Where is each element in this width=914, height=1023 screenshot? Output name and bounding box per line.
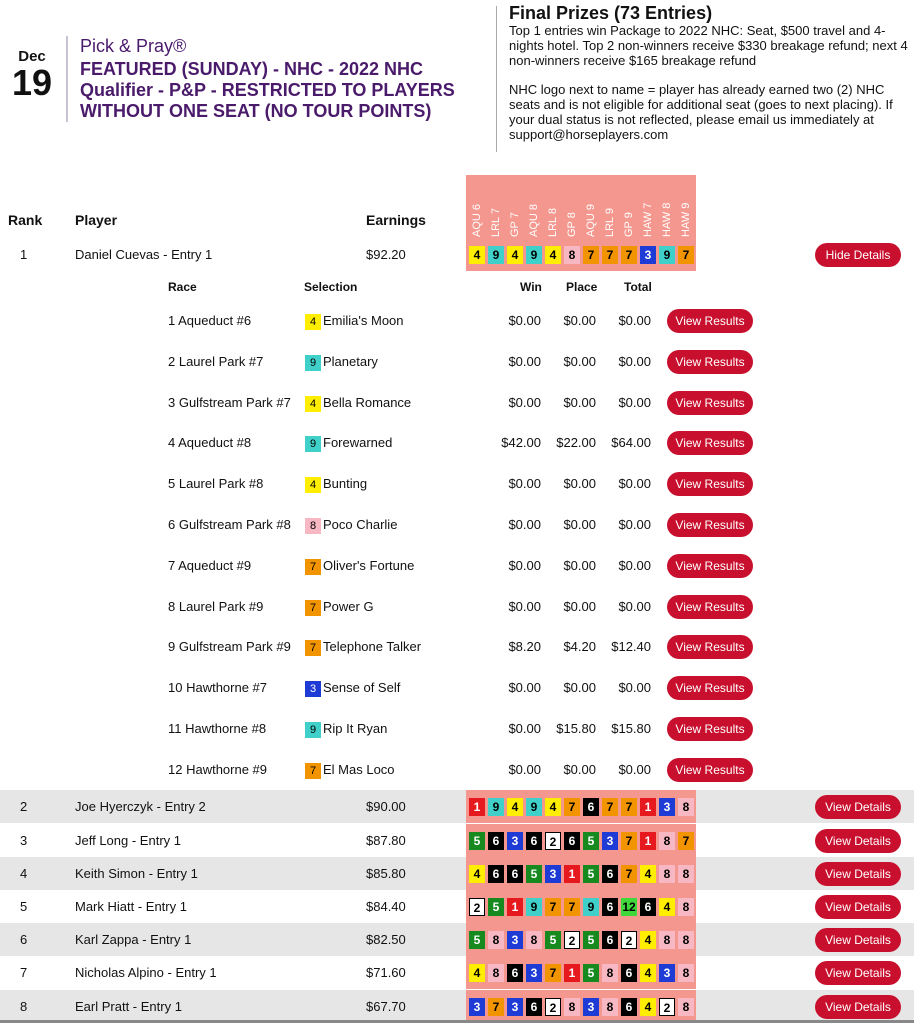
pick-chip: 4: [640, 964, 656, 982]
pick-chip: 4: [545, 798, 561, 816]
pick-chip: 7: [621, 798, 637, 816]
detail-row: [0, 505, 914, 545]
detail-race-header: Race: [168, 280, 197, 294]
pick-chip: 12: [622, 899, 636, 914]
pick-chip: 4: [305, 477, 321, 493]
detail-horse: Sense of Self: [323, 680, 401, 696]
event-day: 19: [11, 62, 53, 103]
pick-chip: 8: [659, 832, 675, 850]
earnings-cell: $84.40: [366, 899, 406, 914]
race-header-label: GP 8: [566, 212, 578, 237]
race-header-label: GP 9: [623, 212, 635, 237]
race-header-bar: [466, 175, 696, 241]
pick-chip: 6: [488, 832, 504, 850]
pick-chip: 7: [305, 763, 321, 779]
detail-place-header: Place: [566, 280, 598, 294]
race-header-label: AQU 6: [471, 203, 483, 237]
detail-win: $0.00: [508, 761, 541, 777]
pick-chip: 3: [507, 832, 523, 850]
pick-chip: 1: [640, 832, 656, 850]
detail-total: $0.00: [618, 517, 651, 532]
pick-chip: 2: [564, 931, 580, 949]
pick-chip: 5: [583, 832, 599, 850]
detail-total: $0.00: [618, 394, 651, 410]
picks-bar: [466, 956, 696, 989]
prizes-text: Top 1 entries win Package to 2022 NHC: Seat, $500 travel and 4-nights hotel. Top 2 non-winners receive $330 breakage refund; next 4 non-winners receive $165 breakage refund: [509, 23, 908, 68]
pick-chip: 5: [488, 898, 504, 916]
detail-race: 2 Laurel Park #7: [168, 353, 264, 369]
pick-chip: 2: [469, 898, 485, 916]
pick-chip: 6: [640, 898, 656, 916]
pick-chip: 4: [469, 964, 485, 982]
player-name: Keith Simon - Entry 1: [75, 866, 198, 881]
view-results-button[interactable]: View Results: [667, 431, 753, 455]
rank-cell: 5: [20, 899, 28, 914]
pick-chip: 8: [678, 998, 694, 1016]
pick-chip: 7: [678, 832, 694, 850]
pick-chip: 5: [583, 964, 599, 982]
rank-cell: 1: [20, 247, 28, 262]
pick-chip: 1: [564, 865, 580, 883]
view-details-button[interactable]: View Details: [815, 862, 901, 886]
detail-place: $15.80: [556, 721, 596, 736]
view-results-button[interactable]: View Results: [667, 472, 753, 496]
detail-horse: El Mas Loco: [323, 761, 395, 777]
view-details-button[interactable]: View Details: [815, 829, 901, 853]
detail-total: $0.00: [618, 476, 651, 492]
pick-chip: 5: [469, 931, 485, 949]
pick-chip: 6: [564, 832, 580, 850]
event-name: FEATURED (SUNDAY) - NHC - 2022 NHC Qualifier - P&P - RESTRICTED TO PLAYERS WITHOUT ONE SEAT (NO TOUR POINTS): [80, 59, 455, 121]
detail-win: $0.00: [508, 353, 541, 369]
earnings-cell: $90.00: [366, 799, 406, 814]
detail-race: 6 Gulfstream Park #8: [168, 517, 291, 532]
pick-chip: 4: [507, 246, 523, 264]
prizes-note: NHC logo next to name = player has already earned two (2) NHC seats and is not eligible for additional seat (goes to next placing). If your dual status is not reflected, please email us immediately at support@horseplayers.com: [509, 82, 893, 142]
detail-place: $0.00: [563, 557, 596, 573]
pick-chip: 6: [602, 898, 618, 916]
detail-race: 9 Gulfstream Park #9: [168, 639, 291, 655]
detail-race: 12 Hawthorne #9: [168, 761, 268, 777]
picks-bar: [466, 923, 696, 956]
view-results-button[interactable]: View Results: [667, 554, 753, 578]
detail-row: [0, 342, 914, 382]
pick-chip: 7: [564, 798, 580, 816]
detail-race: 10 Hawthorne #7: [168, 680, 268, 696]
pick-chip: 1: [469, 798, 485, 816]
pick-chip: 9: [526, 246, 542, 264]
player-name: Joe Hyerczyk - Entry 2: [75, 799, 206, 814]
detail-row: [0, 587, 914, 627]
picks-bar: [466, 857, 696, 890]
detail-win: $0.00: [508, 517, 541, 532]
picks-bar: [466, 238, 696, 271]
detail-place: $4.20: [563, 639, 596, 655]
detail-total: $0.00: [618, 680, 651, 696]
view-details-button[interactable]: View Details: [815, 895, 901, 919]
race-header-label: AQU 8: [528, 203, 540, 237]
pick-chip: 4: [640, 931, 656, 949]
pick-chip: 1: [564, 964, 580, 982]
pick-chip: 8: [564, 998, 580, 1016]
player-header: Player: [75, 212, 118, 228]
pick-chip: 8: [488, 964, 504, 982]
detail-total: $0.00: [618, 761, 651, 777]
pick-chip: 4: [659, 898, 675, 916]
rank-cell: 2: [20, 799, 28, 814]
player-row: [0, 890, 914, 923]
pick-chip: 4: [640, 998, 656, 1016]
detail-horse: Forewarned: [323, 435, 393, 451]
pick-chip: 7: [305, 559, 321, 575]
pick-chip: 9: [526, 798, 542, 816]
pick-chip: 1: [640, 798, 656, 816]
pick-chip: 9: [526, 898, 542, 916]
pick-chip: 6: [621, 998, 637, 1016]
pick-chip: 5: [526, 865, 542, 883]
pick-chip: 9: [305, 436, 321, 452]
earnings-cell: $87.80: [366, 833, 406, 848]
detail-row: [0, 546, 914, 586]
rank-header: Rank: [8, 212, 43, 228]
view-results-button[interactable]: View Results: [667, 513, 753, 537]
pick-chip: 7: [621, 246, 637, 264]
detail-win: $8.20: [508, 639, 541, 655]
detail-horse: Power G: [323, 598, 374, 614]
pick-chip: 3: [545, 865, 561, 883]
pick-chip: 7: [488, 998, 504, 1016]
race-header-label: HAW 7: [642, 202, 654, 237]
detail-row: [0, 464, 914, 504]
picks-bar: [466, 824, 696, 857]
pick-chip: 7: [545, 964, 561, 982]
detail-race: 3 Gulfstream Park #7: [168, 394, 291, 410]
player-row: [0, 857, 914, 890]
view-details-button[interactable]: View Details: [815, 795, 901, 819]
pick-chip: 3: [469, 998, 485, 1016]
race-header-label: GP 7: [509, 212, 521, 237]
view-results-button[interactable]: View Results: [667, 635, 753, 659]
detail-place: $0.00: [563, 394, 596, 410]
player-row: [0, 990, 914, 1023]
player-name: Earl Pratt - Entry 1: [75, 999, 182, 1014]
detail-total: $0.00: [618, 313, 651, 328]
pick-chip: 7: [602, 246, 618, 264]
pick-chip: 2: [545, 832, 561, 850]
player-name: Karl Zappa - Entry 1: [75, 932, 192, 947]
detail-total: $0.00: [618, 353, 651, 369]
event-date: [8, 48, 56, 101]
pick-chip: 4: [507, 798, 523, 816]
player-name: Daniel Cuevas - Entry 1: [75, 247, 213, 262]
earnings-cell: $67.70: [366, 999, 406, 1014]
pick-chip: 4: [305, 314, 321, 330]
pick-chip: 4: [640, 865, 656, 883]
detail-win: $0.00: [508, 680, 541, 696]
detail-row: [0, 668, 914, 708]
detail-row: [0, 627, 914, 667]
detail-place: $0.00: [563, 517, 596, 532]
pick-chip: 9: [488, 246, 504, 264]
pick-chip: 7: [621, 832, 637, 850]
pick-chip: 3: [602, 832, 618, 850]
pick-chip: 3: [583, 998, 599, 1016]
detail-row: [0, 423, 914, 463]
pick-chip: 4: [469, 246, 485, 264]
detail-win: $0.00: [508, 313, 541, 328]
pick-chip: 9: [305, 722, 321, 738]
pick-chip: 8: [564, 246, 580, 264]
pick-chip: 8: [678, 798, 694, 816]
view-results-button[interactable]: View Results: [667, 350, 753, 374]
detail-win: $0.00: [508, 721, 541, 736]
detail-race: 7 Aqueduct #9: [168, 557, 252, 573]
detail-horse: Oliver's Fortune: [323, 557, 415, 573]
picks-bar: [466, 990, 696, 1023]
detail-race: 1 Aqueduct #6: [168, 313, 252, 328]
earnings-cell: $85.80: [366, 866, 406, 881]
detail-row: [0, 301, 914, 341]
race-header-label: HAW 9: [680, 202, 692, 237]
pick-chip: 8: [305, 518, 321, 534]
pick-chip: 7: [564, 898, 580, 916]
pick-chip: 3: [526, 964, 542, 982]
race-header-label: LRL 8: [547, 208, 559, 237]
detail-horse: Poco Charlie: [323, 517, 398, 532]
pick-chip: 5: [469, 832, 485, 850]
pick-chip: 6: [621, 964, 637, 982]
race-header-label: LRL 9: [604, 208, 616, 237]
pick-chip: 3: [659, 798, 675, 816]
pick-chip: 7: [678, 246, 694, 264]
detail-place: $0.00: [563, 313, 596, 328]
detail-horse: Bella Romance: [323, 394, 412, 410]
pick-chip: 8: [526, 931, 542, 949]
pick-chip: 7: [583, 246, 599, 264]
pick-chip: 8: [678, 865, 694, 883]
pick-chip: 6: [526, 998, 542, 1016]
view-details-button[interactable]: View Details: [815, 928, 901, 952]
pick-chip: 8: [678, 964, 694, 982]
player-name: Mark Hiatt - Entry 1: [75, 899, 187, 914]
player-row: [0, 824, 914, 857]
detail-win: $0.00: [508, 598, 541, 614]
view-details-button[interactable]: View Details: [815, 995, 901, 1019]
view-results-button[interactable]: View Results: [667, 391, 753, 415]
detail-selection-header: Selection: [304, 280, 358, 294]
detail-total: $0.00: [618, 598, 651, 614]
event-title: [66, 36, 486, 122]
pick-chip: 6: [507, 865, 523, 883]
pick-chip: 3: [305, 681, 321, 697]
detail-total: $12.40: [611, 639, 651, 655]
detail-horse: Bunting: [323, 476, 368, 492]
pick-chip: 9: [659, 246, 675, 264]
detail-race: 5 Laurel Park #8: [168, 476, 264, 492]
detail-place: $0.00: [563, 476, 596, 492]
earnings-cell: $92.20: [366, 247, 406, 262]
detail-horse: Rip It Ryan: [323, 721, 388, 736]
view-details-button[interactable]: View Details: [815, 961, 901, 985]
pick-chip: 7: [602, 798, 618, 816]
pick-chip: 7: [305, 640, 321, 656]
pick-chip: 3: [507, 931, 523, 949]
pick-chip: 2: [659, 998, 675, 1016]
hide-details-button[interactable]: Hide Details: [815, 243, 901, 267]
detail-row: [0, 383, 914, 423]
pick-chip: 4: [545, 246, 561, 264]
pick-chip: 6: [526, 832, 542, 850]
detail-total-header: Total: [624, 280, 652, 294]
player-row: [0, 790, 914, 823]
race-header-label: AQU 9: [585, 203, 597, 237]
event-month: Dec: [18, 48, 46, 65]
rank-cell: 4: [20, 866, 28, 881]
picks-bar: [466, 790, 696, 823]
view-results-button[interactable]: View Results: [667, 717, 753, 741]
detail-win: $0.00: [508, 394, 541, 410]
detail-race: 11 Hawthorne #8: [168, 721, 267, 736]
pick-chip: 8: [488, 931, 504, 949]
detail-win-header: Win: [520, 280, 542, 294]
detail-place: $0.00: [563, 680, 596, 696]
detail-place: $0.00: [563, 353, 596, 369]
detail-place: $0.00: [563, 598, 596, 614]
pick-chip: 6: [583, 798, 599, 816]
pick-chip: 7: [621, 865, 637, 883]
earnings-cell: $82.50: [366, 932, 406, 947]
pick-chip: 6: [602, 931, 618, 949]
prizes-panel: [496, 3, 914, 152]
pick-chip: 1: [507, 898, 523, 916]
rank-cell: 3: [20, 833, 28, 848]
race-header-label: HAW 8: [661, 202, 673, 237]
rank-cell: 6: [20, 932, 28, 947]
pick-chip: 7: [305, 600, 321, 616]
pick-chip: 5: [583, 931, 599, 949]
player-row: [0, 956, 914, 989]
detail-place: $22.00: [556, 435, 596, 451]
pick-chip: 3: [640, 246, 656, 264]
pick-chip: 8: [659, 931, 675, 949]
detail-horse: Telephone Talker: [323, 639, 422, 655]
pick-chip: 2: [545, 998, 561, 1016]
detail-race: 4 Aqueduct #8: [168, 435, 252, 451]
pick-chip: 8: [602, 964, 618, 982]
detail-win: $0.00: [508, 476, 541, 492]
detail-place: $0.00: [563, 761, 596, 777]
earnings-header: Earnings: [366, 212, 426, 228]
pick-chip: 6: [488, 865, 504, 883]
pick-chip: 2: [621, 931, 637, 949]
pick-chip: 3: [507, 998, 523, 1016]
detail-race: 8 Laurel Park #9: [168, 598, 264, 614]
detail-total: $15.80: [611, 721, 651, 736]
pick-chip: 4: [469, 865, 485, 883]
detail-horse: Emilia's Moon: [323, 313, 404, 328]
pick-chip: 9: [583, 898, 599, 916]
player-row: [0, 923, 914, 956]
pick-chip: 4: [305, 396, 321, 412]
detail-win: $0.00: [508, 557, 541, 573]
pick-chip: 7: [545, 898, 561, 916]
pick-chip: 9: [305, 355, 321, 371]
pick-chip: 5: [583, 865, 599, 883]
pick-chip: 8: [659, 865, 675, 883]
pick-chip: 8: [678, 898, 694, 916]
view-results-button[interactable]: View Results: [667, 676, 753, 700]
pick-chip: 8: [602, 998, 618, 1016]
view-results-button[interactable]: View Results: [667, 309, 753, 333]
pick-chip: 9: [488, 798, 504, 816]
pick-chip: 6: [602, 865, 618, 883]
detail-row: [0, 750, 914, 790]
pick-chip: 3: [659, 964, 675, 982]
player-row: [0, 238, 914, 271]
detail-horse: Planetary: [323, 353, 378, 369]
rank-cell: 7: [20, 965, 28, 980]
detail-row: [0, 709, 914, 749]
player-name: Jeff Long - Entry 1: [75, 833, 181, 848]
rank-cell: 8: [20, 999, 28, 1014]
picks-bar: [466, 890, 696, 923]
detail-win: $42.00: [501, 435, 541, 451]
race-header-label: LRL 7: [490, 208, 502, 237]
player-name: Nicholas Alpino - Entry 1: [75, 965, 217, 980]
prizes-title: Final Prizes (73 Entries): [509, 3, 713, 23]
event-brand: Pick & Pray®: [80, 36, 187, 56]
pick-chip: 8: [678, 931, 694, 949]
earnings-cell: $71.60: [366, 965, 406, 980]
pick-chip: 5: [545, 931, 561, 949]
view-results-button[interactable]: View Results: [667, 758, 753, 782]
detail-total: $0.00: [618, 557, 651, 573]
pick-chip: 6: [507, 964, 523, 982]
detail-total: $64.00: [611, 435, 651, 451]
view-results-button[interactable]: View Results: [667, 595, 753, 619]
